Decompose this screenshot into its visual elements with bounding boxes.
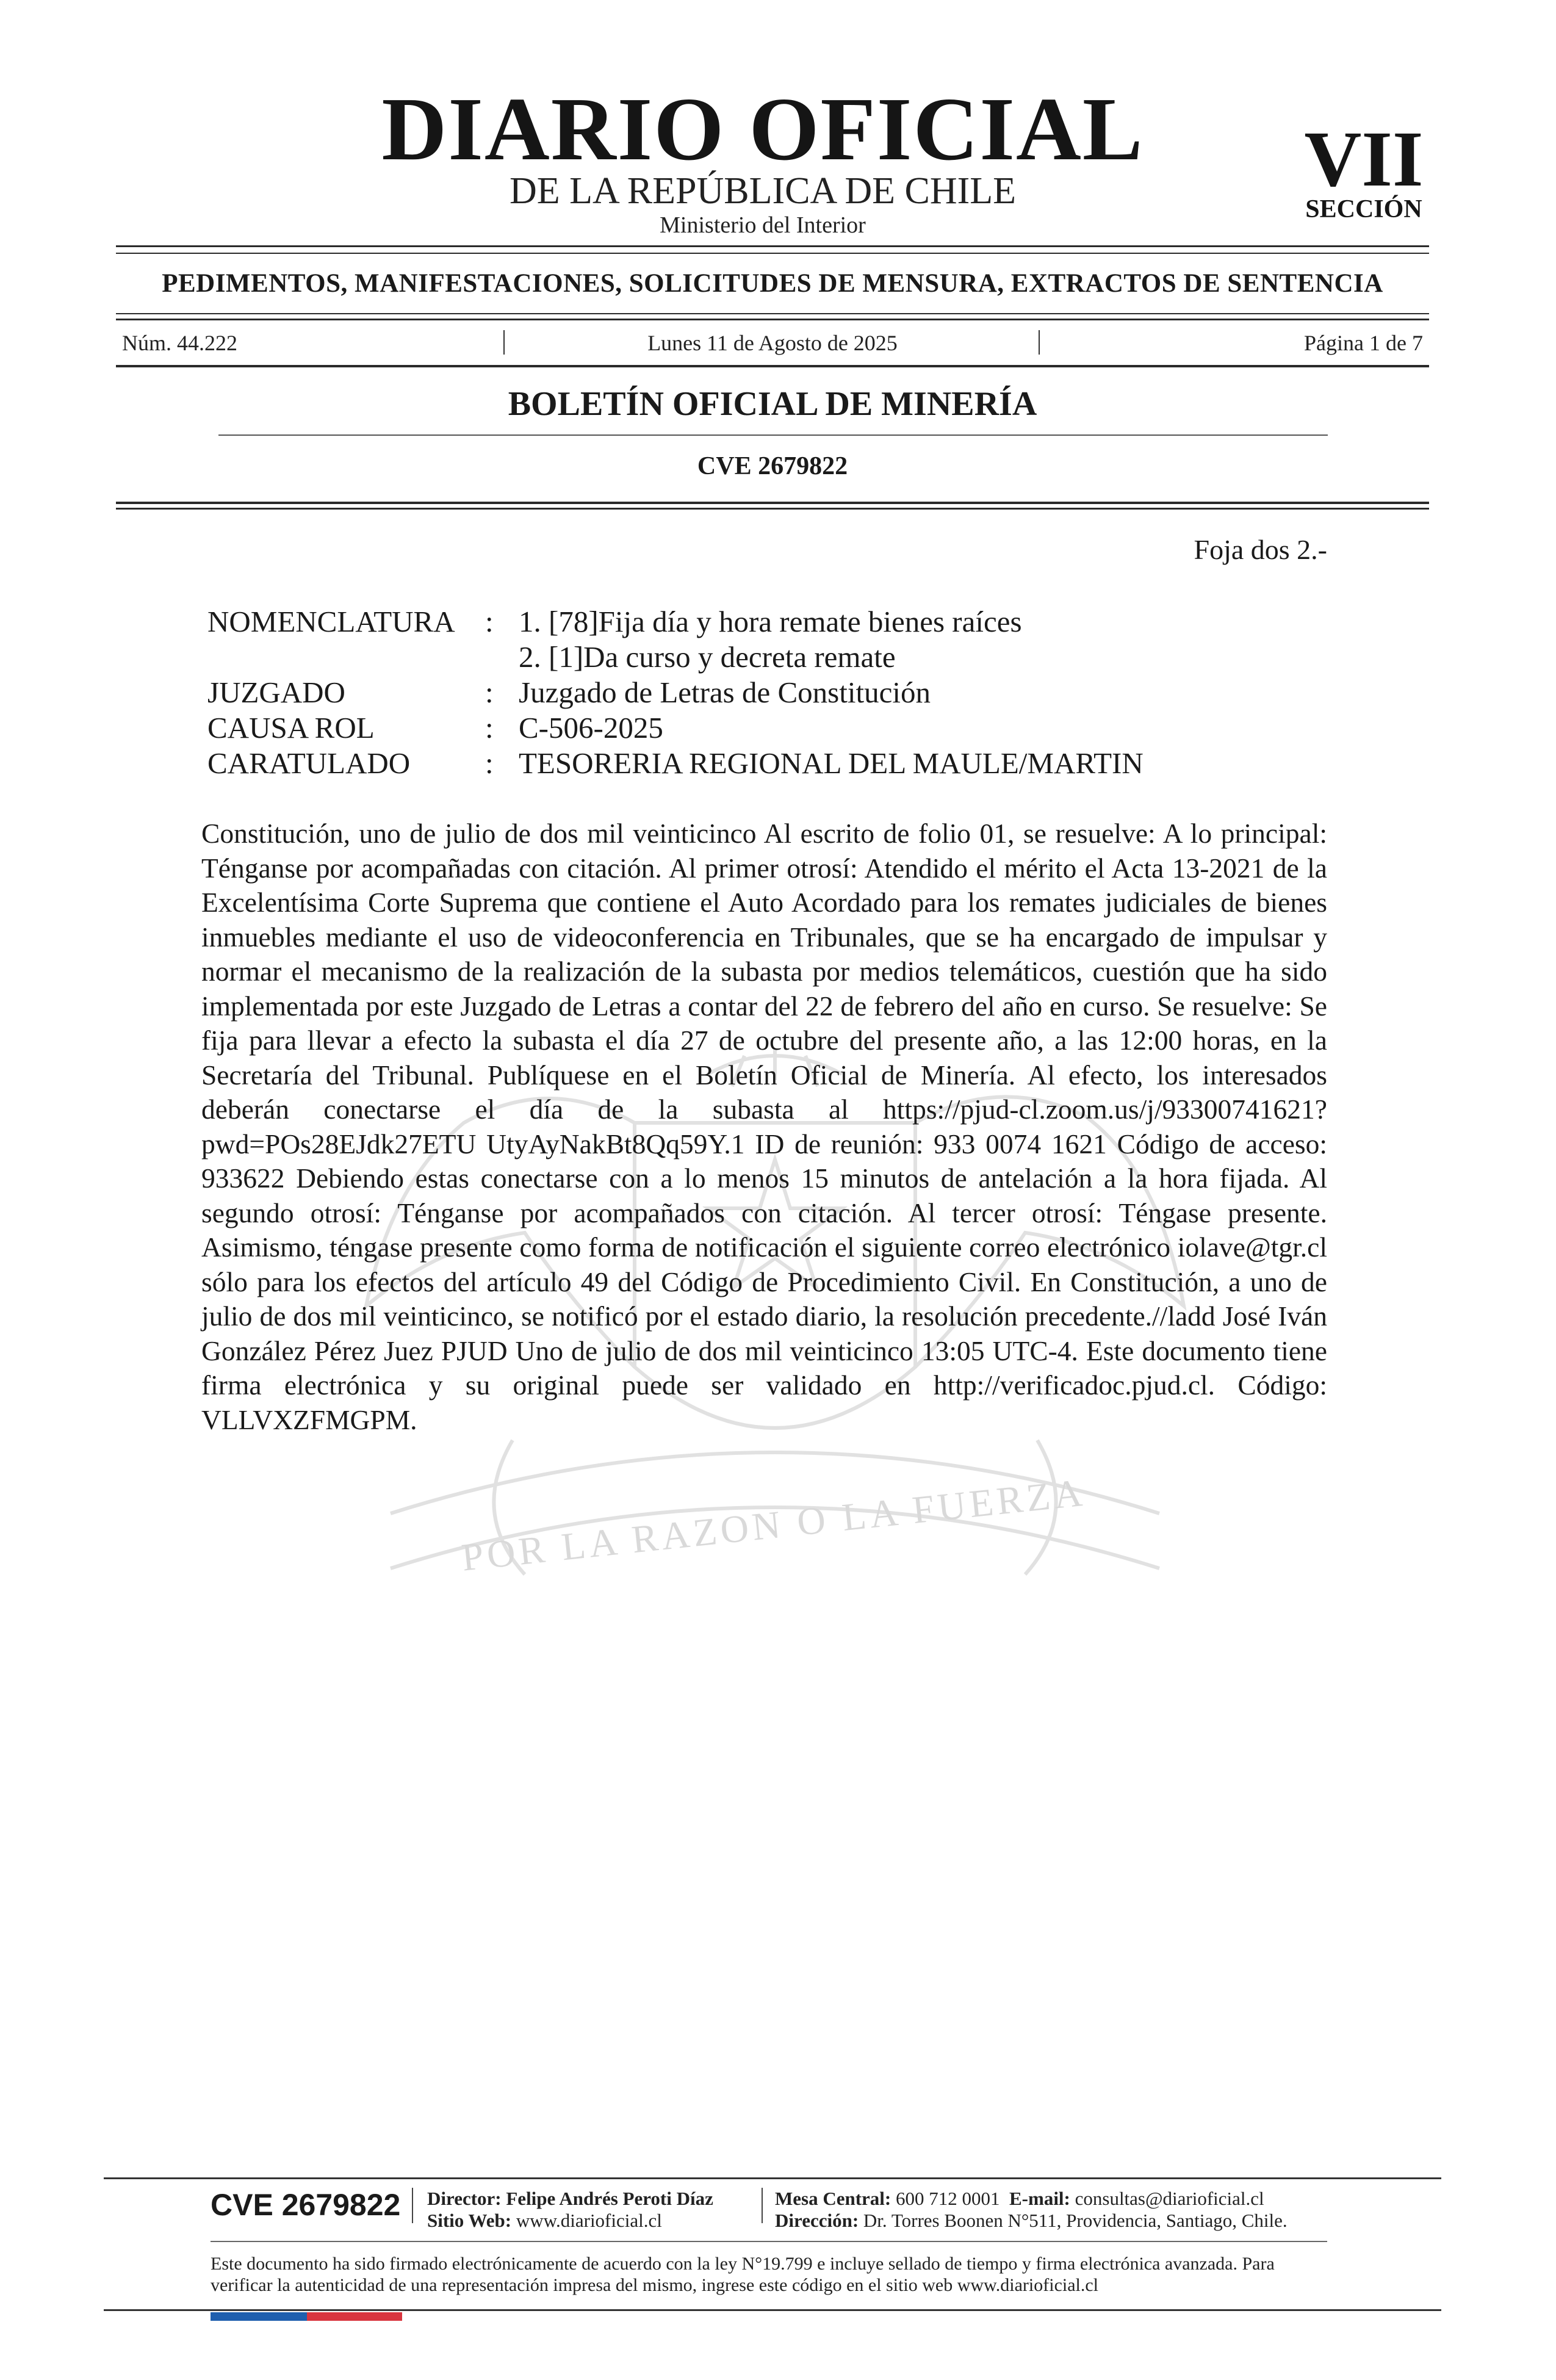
address-label: Dirección: [775,2210,859,2231]
website-label: Sitio Web: [427,2210,512,2231]
metadata-key: JUZGADO [207,676,345,709]
footer-cve: CVE 2679822 [211,2188,401,2222]
flag-stripe-red [307,2312,402,2321]
issue-page: Página 1 de 7 [1304,331,1423,355]
footer-rule-top [104,2177,1441,2179]
footer-rule-mid [211,2241,1327,2242]
metadata-value: 1. [78]Fija día y hora remate bienes raíces [519,605,1022,638]
phone-label: Mesa Central: [775,2188,891,2209]
motto-text: POR LA RAZON O LA FUERZA [459,1470,1088,1579]
metadata-value: C-506-2025 [519,711,663,745]
metadata-key: CAUSA ROL [207,711,375,745]
metadata-value: 2. [1]Da curso y decreta remate [519,640,896,674]
footer-address [775,2210,1288,2232]
masthead-rule-top [116,245,1429,247]
metadata-value: TESORERIA REGIONAL DEL MAULE/MARTIN [519,746,1144,780]
footer-website [427,2210,662,2232]
footer-rule-bottom [104,2309,1441,2311]
footer-signature-note: Este documento ha sido firmado electrónicamente de acuerdo con la ley N°19.799 e incluye sellado de tiempo y firma electrónica avanzada. Para verificar la autenticidad de una representación impresa del mismo, ingrese este código en el sitio web www.diarioficial.cl [211,2254,1275,2295]
email-label: E-mail: [1009,2188,1070,2209]
issue-rule-top [116,313,1429,314]
foja-label: Foja dos 2.- [1194,534,1327,565]
issue-separator [1039,330,1040,355]
cve-code: CVE 2679822 [697,452,848,480]
header-rule-bottom [116,502,1429,504]
director-label: Director: [427,2188,502,2209]
footer-separator [412,2188,413,2223]
footer-contact [775,2188,1264,2210]
bulletin-title: BOLETÍN OFICIAL DE MINERÍA [508,385,1037,423]
flag-stripe-blue [211,2312,307,2321]
email-link[interactable]: consultas@diarioficial.cl [1075,2188,1264,2209]
issue-date: Lunes 11 de Agosto de 2025 [647,331,898,355]
metadata-colon: : [485,605,494,638]
metadata-value: Juzgado de Letras de Constitución [519,676,931,709]
body-text: Constitución, uno de julio de dos mil veinticinco Al escrito de folio 01, se resuelve: A lo principal: Ténganse por acompañadas con citación. Al primer otrosí: Atendido el mérito el Acta 13-2021 de la Excelentísima Corte Suprema que contiene el Auto Acordado para los remates judiciales de bienes inmuebles mediante el uso de videoconferencia en Tribunales, que se ha encargado de impulsar y normar el mecanismo de la realización de la subasta por medios telemáticos, cuestión que ha sido implementada por este Juzgado de Letras a contar del 22 de febrero del año en curso. Se resuelve: Se fija para llevar a efecto la subasta el día 27 de octubre del presente año, a las 12:00 horas, en la Secretaría del Tribunal. Publíquese en el Boletín Oficial de Minería. Al efecto, los interesados deberán conectarse el día de la subasta al https://pjud-cl.zoom.us/j/93300741621?pwd=POs28EJdk27ETU UtyAyNakBt8Qq59Y.1 ID de reunión: 933 0074 1621 Código de acceso: 933622 Debiendo estas conectarse con a lo menos 15 minutos de antelación a la hora fijada. Al segundo otrosí: Ténganse por acompañados con citación. Al tercer otrosí: Téngase presente. Asimismo, téngase presente como forma de notificación el siguiente correo electrónico iolave@tgr.cl sólo para los efectos del artículo 49 del Código de Procedimiento Civil. En Constitución, a uno de julio de dos mil veinticinco, se notificó por el estado diario, la resolución precedente.//ladd José Iván González Pérez Juez PJUD Uno de julio de dos mil veinticinco 13:05 UTC-4. Este documento tiene firma electrónica y su original puede ser validado en http://verificadoc.pjud.cl. Código: VLLVXZFMGPM. [201,818,1327,1435]
address-value: Dr. Torres Boonen N°511, Providencia, Santiago, Chile. [863,2210,1288,2231]
newspaper-subtitle: DE LA REPÚBLICA DE CHILE [509,170,1017,212]
issue-rule-top-2 [116,319,1429,320]
issue-number: Núm. 44.222 [122,331,237,355]
metadata-colon: : [485,711,494,745]
metadata-key: CARATULADO [207,746,411,780]
section-label: SECCIÓN [1305,195,1422,223]
bulletin-underline [218,435,1328,436]
metadata-key: NOMENCLATURA [207,605,455,638]
section-number: VII [1304,115,1424,203]
phone-value: 600 712 0001 [896,2188,1000,2209]
header-rule-bottom-2 [116,508,1429,510]
footer-separator [762,2188,763,2223]
footer-director [427,2188,713,2210]
newspaper-title: DIARIO OFICIAL [381,79,1144,179]
masthead-rule-bottom [116,253,1429,254]
ministry-label: Ministerio del Interior [660,212,866,238]
issue-rule-bottom [116,365,1429,367]
issue-info-row [122,330,1423,356]
metadata-colon: : [485,676,494,709]
section-banner: PEDIMENTOS, MANIFESTACIONES, SOLICITUDES DE MENSURA, EXTRACTOS DE SENTENCIA [162,269,1383,298]
website-link[interactable]: www.diarioficial.cl [516,2210,662,2231]
director-name: Felipe Andrés Peroti Díaz [506,2188,713,2209]
metadata-colon: : [485,746,494,780]
